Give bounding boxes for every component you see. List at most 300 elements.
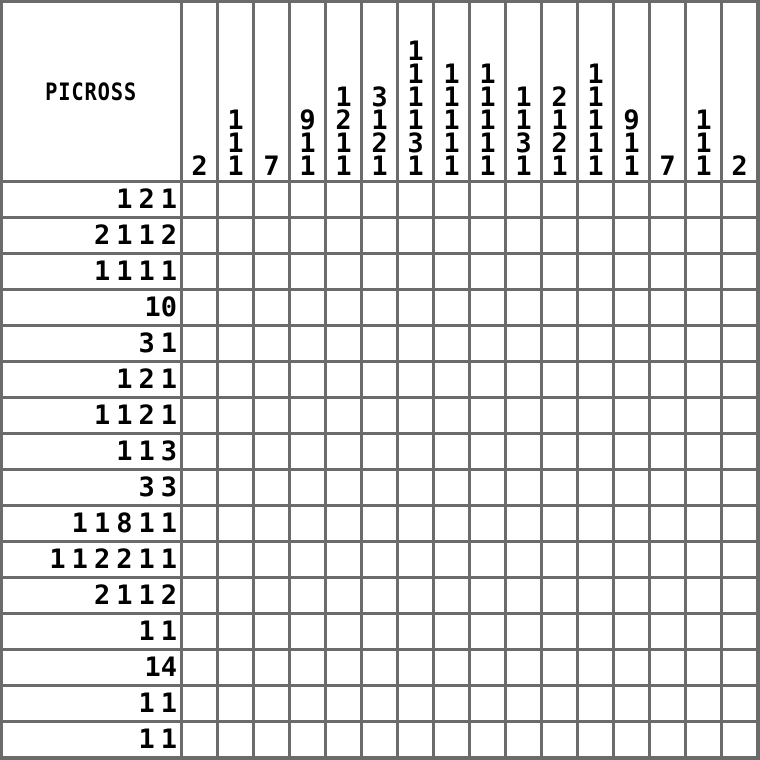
grid-cell[interactable] <box>507 327 540 360</box>
grid-cell[interactable] <box>183 255 216 288</box>
grid-cell[interactable] <box>435 435 468 468</box>
grid-cell[interactable] <box>471 615 504 648</box>
column-clue-number: 1 <box>407 36 424 67</box>
grid-cell[interactable] <box>651 471 684 504</box>
grid-cell[interactable] <box>219 579 252 612</box>
grid-cell[interactable] <box>327 291 360 324</box>
grid-cell[interactable] <box>579 435 612 468</box>
grid-cell[interactable] <box>435 723 468 756</box>
grid-cell[interactable] <box>651 687 684 720</box>
grid-cell[interactable] <box>363 327 396 360</box>
row-clue-number: 2 <box>93 580 111 611</box>
grid-cell[interactable] <box>723 255 756 288</box>
grid-cell[interactable] <box>615 399 648 432</box>
row-clue-number: 1 <box>93 400 111 431</box>
column-clue-number: 1 <box>227 105 244 136</box>
grid-cell[interactable] <box>219 651 252 684</box>
grid-cell[interactable] <box>687 651 720 684</box>
grid-cell[interactable] <box>579 219 612 252</box>
grid-cell[interactable] <box>363 723 396 756</box>
grid-cell[interactable] <box>219 543 252 576</box>
grid-cell[interactable] <box>255 255 288 288</box>
grid-cell[interactable] <box>543 651 576 684</box>
grid-cell[interactable] <box>687 327 720 360</box>
grid-cell[interactable] <box>543 579 576 612</box>
grid-cell[interactable] <box>687 723 720 756</box>
grid-cell[interactable] <box>183 579 216 612</box>
grid-cell[interactable] <box>579 651 612 684</box>
grid-cell[interactable] <box>435 219 468 252</box>
grid-cell[interactable] <box>687 183 720 216</box>
grid-cell[interactable] <box>687 399 720 432</box>
grid-cell[interactable] <box>291 183 324 216</box>
grid-cell[interactable] <box>255 723 288 756</box>
grid-cell[interactable] <box>435 399 468 432</box>
grid-cell[interactable] <box>471 219 504 252</box>
grid-cell[interactable] <box>363 615 396 648</box>
grid-cell[interactable] <box>687 687 720 720</box>
grid-cell[interactable] <box>255 219 288 252</box>
grid-cell[interactable] <box>363 363 396 396</box>
grid-cell[interactable] <box>543 507 576 540</box>
grid-cell[interactable] <box>543 615 576 648</box>
grid-cell[interactable] <box>507 471 540 504</box>
grid-cell[interactable] <box>579 471 612 504</box>
column-clue-15 <box>687 3 720 180</box>
grid-cell[interactable] <box>687 363 720 396</box>
grid-cell[interactable] <box>615 687 648 720</box>
grid-cell[interactable] <box>507 183 540 216</box>
grid-cell[interactable] <box>327 435 360 468</box>
grid-cell[interactable] <box>507 615 540 648</box>
grid-cell[interactable] <box>219 255 252 288</box>
grid-cell[interactable] <box>543 183 576 216</box>
grid-cell[interactable] <box>255 579 288 612</box>
row-clue-3 <box>3 255 180 288</box>
grid-cell[interactable] <box>363 435 396 468</box>
grid-cell[interactable] <box>579 183 612 216</box>
grid-cell[interactable] <box>327 579 360 612</box>
grid-cell[interactable] <box>615 471 648 504</box>
grid-cell[interactable] <box>651 435 684 468</box>
grid-cell[interactable] <box>435 579 468 612</box>
grid-cell[interactable] <box>327 255 360 288</box>
grid-cell[interactable] <box>471 327 504 360</box>
grid-cell[interactable] <box>399 291 432 324</box>
grid-cell[interactable] <box>651 543 684 576</box>
grid-cell[interactable] <box>687 543 720 576</box>
grid-cell[interactable] <box>615 579 648 612</box>
grid-cell[interactable] <box>723 471 756 504</box>
grid-cell[interactable] <box>687 615 720 648</box>
grid-cell[interactable] <box>507 579 540 612</box>
grid-cell[interactable] <box>327 471 360 504</box>
row-clue-number: 1 <box>138 544 155 575</box>
grid-cell[interactable] <box>651 651 684 684</box>
grid-cell[interactable] <box>543 543 576 576</box>
grid-cell[interactable] <box>255 399 288 432</box>
grid-cell[interactable] <box>219 687 252 720</box>
grid-cell[interactable] <box>579 723 612 756</box>
grid-cell[interactable] <box>291 435 324 468</box>
column-clue-number: 3 <box>515 128 532 159</box>
grid-cell[interactable] <box>615 255 648 288</box>
grid-cell[interactable] <box>579 399 612 432</box>
row-clue-number: 1 <box>116 400 133 431</box>
grid-cell[interactable] <box>399 723 432 756</box>
grid-cell[interactable] <box>435 687 468 720</box>
grid-cell[interactable] <box>723 615 756 648</box>
grid-cell[interactable] <box>399 687 432 720</box>
grid-cell[interactable] <box>723 219 756 252</box>
grid-cell[interactable] <box>219 291 252 324</box>
grid-cell[interactable] <box>291 543 324 576</box>
grid-cell[interactable] <box>255 435 288 468</box>
column-clue-number: 7 <box>263 151 280 182</box>
grid-cell[interactable] <box>327 723 360 756</box>
row-clue-number: 1 <box>138 724 155 755</box>
column-clue-number: 3 <box>407 128 424 159</box>
grid-cell[interactable] <box>507 651 540 684</box>
grid-cell[interactable] <box>363 651 396 684</box>
grid-cell[interactable] <box>183 471 216 504</box>
grid-cell[interactable] <box>399 507 432 540</box>
grid-cell[interactable] <box>579 363 612 396</box>
grid-cell[interactable] <box>363 291 396 324</box>
grid-cell[interactable] <box>651 723 684 756</box>
grid-cell[interactable] <box>543 363 576 396</box>
grid-cell[interactable] <box>723 183 756 216</box>
grid-cell[interactable] <box>435 291 468 324</box>
grid-cell[interactable] <box>399 435 432 468</box>
grid-cell[interactable] <box>435 327 468 360</box>
grid-cell[interactable] <box>615 615 648 648</box>
grid-cell[interactable] <box>507 507 540 540</box>
column-clue-number: 1 <box>407 151 424 182</box>
grid-cell[interactable] <box>363 507 396 540</box>
grid-cell[interactable] <box>219 219 252 252</box>
grid-cell[interactable] <box>471 543 504 576</box>
grid-cell[interactable] <box>507 255 540 288</box>
grid-cell[interactable] <box>183 723 216 756</box>
grid-cell[interactable] <box>687 507 720 540</box>
grid-cell[interactable] <box>435 471 468 504</box>
grid-cell[interactable] <box>219 327 252 360</box>
grid-cell[interactable] <box>291 327 324 360</box>
grid-cell[interactable] <box>687 219 720 252</box>
column-clue-number: 1 <box>443 105 460 136</box>
grid-cell[interactable] <box>687 471 720 504</box>
grid-cell[interactable] <box>363 687 396 720</box>
row-clue-number: 2 <box>160 580 177 611</box>
grid-cell[interactable] <box>399 327 432 360</box>
grid-cell[interactable] <box>543 255 576 288</box>
grid-cell[interactable] <box>183 687 216 720</box>
column-clue-8 <box>435 3 468 180</box>
grid-cell[interactable] <box>579 291 612 324</box>
grid-cell[interactable] <box>723 687 756 720</box>
grid-cell[interactable] <box>183 363 216 396</box>
grid-cell[interactable] <box>471 723 504 756</box>
grid-cell[interactable] <box>723 579 756 612</box>
grid-cell[interactable] <box>327 363 360 396</box>
grid-cell[interactable] <box>219 723 252 756</box>
grid-cell[interactable] <box>471 651 504 684</box>
grid-cell[interactable] <box>723 291 756 324</box>
grid-cell[interactable] <box>723 507 756 540</box>
column-clue-number: 1 <box>623 151 640 182</box>
grid-cell[interactable] <box>183 615 216 648</box>
grid-cell[interactable] <box>183 219 216 252</box>
column-clue-number: 1 <box>299 128 316 159</box>
grid-cell[interactable] <box>183 435 216 468</box>
grid-cell[interactable] <box>579 615 612 648</box>
grid-cell[interactable] <box>399 651 432 684</box>
column-clue-1 <box>183 3 216 180</box>
grid-cell[interactable] <box>651 507 684 540</box>
row-clue-7 <box>3 399 180 432</box>
grid-cell[interactable] <box>651 399 684 432</box>
grid-cell[interactable] <box>327 543 360 576</box>
grid-cell[interactable] <box>219 363 252 396</box>
row-clue-number: 3 <box>138 472 155 503</box>
grid-cell[interactable] <box>507 219 540 252</box>
grid-cell[interactable] <box>579 579 612 612</box>
grid-cell[interactable] <box>543 327 576 360</box>
row-clue-16 <box>3 723 180 756</box>
grid-cell[interactable] <box>651 183 684 216</box>
grid-cell[interactable] <box>183 291 216 324</box>
grid-cell[interactable] <box>435 507 468 540</box>
grid-cell[interactable] <box>543 291 576 324</box>
grid-cell[interactable] <box>471 435 504 468</box>
grid-cell[interactable] <box>399 543 432 576</box>
grid-cell[interactable] <box>255 615 288 648</box>
grid-cell[interactable] <box>651 615 684 648</box>
column-clue-number: 1 <box>443 59 460 90</box>
grid-cell[interactable] <box>291 579 324 612</box>
grid-cell[interactable] <box>615 327 648 360</box>
grid-cell[interactable] <box>255 183 288 216</box>
grid-cell[interactable] <box>615 507 648 540</box>
grid-cell[interactable] <box>687 579 720 612</box>
grid-cell[interactable] <box>291 723 324 756</box>
grid-cell[interactable] <box>291 615 324 648</box>
grid-cell[interactable] <box>255 363 288 396</box>
grid-cell[interactable] <box>471 183 504 216</box>
grid-cell[interactable] <box>471 507 504 540</box>
row-clue-number: 2 <box>116 544 133 575</box>
grid-cell[interactable] <box>543 723 576 756</box>
grid-cell[interactable] <box>687 291 720 324</box>
grid-cell[interactable] <box>399 615 432 648</box>
grid-cell[interactable] <box>363 471 396 504</box>
grid-cell[interactable] <box>435 363 468 396</box>
row-clue-number: 1 <box>160 364 177 395</box>
grid-cell[interactable] <box>255 687 288 720</box>
grid-cell[interactable] <box>471 399 504 432</box>
grid-cell[interactable] <box>291 651 324 684</box>
grid-cell[interactable] <box>471 471 504 504</box>
column-clue-number: 1 <box>479 151 496 182</box>
grid-cell[interactable] <box>399 255 432 288</box>
grid-cell[interactable] <box>255 471 288 504</box>
grid-cell[interactable] <box>543 399 576 432</box>
column-clue-10 <box>507 3 540 180</box>
grid-cell[interactable] <box>651 255 684 288</box>
grid-cell[interactable] <box>579 255 612 288</box>
grid-cell[interactable] <box>291 219 324 252</box>
grid-cell[interactable] <box>183 183 216 216</box>
grid-cell[interactable] <box>399 363 432 396</box>
grid-cell[interactable] <box>327 507 360 540</box>
column-clue-number: 1 <box>551 105 568 136</box>
row-clue-10 <box>3 507 180 540</box>
grid-cell[interactable] <box>579 687 612 720</box>
grid-cell[interactable] <box>219 507 252 540</box>
grid-cell[interactable] <box>471 255 504 288</box>
grid-cell[interactable] <box>723 327 756 360</box>
grid-cell[interactable] <box>687 255 720 288</box>
grid-cell[interactable] <box>183 399 216 432</box>
grid-cell[interactable] <box>183 327 216 360</box>
grid-cell[interactable] <box>723 399 756 432</box>
grid-cell[interactable] <box>507 363 540 396</box>
grid-cell[interactable] <box>291 255 324 288</box>
row-clue-number: 14 <box>144 652 177 683</box>
row-clue-number: 1 <box>116 580 133 611</box>
grid-cell[interactable] <box>507 291 540 324</box>
column-clue-number: 1 <box>479 82 496 113</box>
column-clue-9 <box>471 3 504 180</box>
grid-cell[interactable] <box>399 399 432 432</box>
grid-cell[interactable] <box>219 435 252 468</box>
row-clue-number: 1 <box>138 508 155 539</box>
grid-cell[interactable] <box>255 651 288 684</box>
grid-cell[interactable] <box>507 543 540 576</box>
grid-cell[interactable] <box>291 507 324 540</box>
grid-cell[interactable] <box>183 651 216 684</box>
grid-cell[interactable] <box>615 363 648 396</box>
grid-cell[interactable] <box>327 183 360 216</box>
grid-cell[interactable] <box>471 363 504 396</box>
grid-cell[interactable] <box>471 579 504 612</box>
grid-cell[interactable] <box>471 687 504 720</box>
grid-cell[interactable] <box>615 543 648 576</box>
grid-cell[interactable] <box>255 507 288 540</box>
grid-cell[interactable] <box>435 615 468 648</box>
column-clue-number: 1 <box>407 105 424 136</box>
grid-cell[interactable] <box>219 399 252 432</box>
grid-cell[interactable] <box>615 651 648 684</box>
grid-cell[interactable] <box>291 399 324 432</box>
grid-cell[interactable] <box>291 687 324 720</box>
grid-cell[interactable] <box>651 327 684 360</box>
grid-cell[interactable] <box>615 435 648 468</box>
grid-cell[interactable] <box>327 687 360 720</box>
grid-cell[interactable] <box>435 651 468 684</box>
grid-cell[interactable] <box>219 615 252 648</box>
grid-cell[interactable] <box>435 183 468 216</box>
row-clue-14 <box>3 651 180 684</box>
grid-cell[interactable] <box>435 255 468 288</box>
column-clue-number: 1 <box>335 151 352 182</box>
grid-cell[interactable] <box>399 219 432 252</box>
grid-cell[interactable] <box>615 219 648 252</box>
grid-cell[interactable] <box>543 471 576 504</box>
grid-cell[interactable] <box>507 723 540 756</box>
grid-cell[interactable] <box>723 651 756 684</box>
grid-cell[interactable] <box>615 291 648 324</box>
grid-cell[interactable] <box>363 579 396 612</box>
grid-cell[interactable] <box>543 435 576 468</box>
grid-cell[interactable] <box>219 471 252 504</box>
grid-cell[interactable] <box>651 579 684 612</box>
grid-cell[interactable] <box>651 291 684 324</box>
grid-cell[interactable] <box>327 615 360 648</box>
grid-cell[interactable] <box>183 507 216 540</box>
row-clue-number: 2 <box>138 184 155 215</box>
grid-cell[interactable] <box>399 471 432 504</box>
grid-cell[interactable] <box>291 291 324 324</box>
grid-cell[interactable] <box>363 219 396 252</box>
row-clue-number: 1 <box>116 364 133 395</box>
grid-cell[interactable] <box>507 687 540 720</box>
grid-cell[interactable] <box>543 687 576 720</box>
grid-cell[interactable] <box>219 183 252 216</box>
grid-cell[interactable] <box>651 219 684 252</box>
grid-cell[interactable] <box>723 723 756 756</box>
grid-cell[interactable] <box>327 399 360 432</box>
grid-cell[interactable] <box>615 723 648 756</box>
grid-cell[interactable] <box>291 363 324 396</box>
grid-cell[interactable] <box>507 399 540 432</box>
grid-cell[interactable] <box>399 183 432 216</box>
grid-cell[interactable] <box>327 651 360 684</box>
grid-cell[interactable] <box>363 399 396 432</box>
grid-cell[interactable] <box>327 219 360 252</box>
grid-cell[interactable] <box>579 327 612 360</box>
row-clue-number: 2 <box>160 220 177 251</box>
grid-cell[interactable] <box>615 183 648 216</box>
grid-cell[interactable] <box>363 183 396 216</box>
grid-cell[interactable] <box>255 543 288 576</box>
grid-cell[interactable] <box>723 435 756 468</box>
grid-cell[interactable] <box>291 471 324 504</box>
grid-cell[interactable] <box>723 363 756 396</box>
grid-cell[interactable] <box>183 543 216 576</box>
grid-cell[interactable] <box>255 291 288 324</box>
column-clue-number: 1 <box>587 151 604 182</box>
grid-cell[interactable] <box>327 327 360 360</box>
grid-cell[interactable] <box>723 543 756 576</box>
grid-cell[interactable] <box>363 543 396 576</box>
grid-cell[interactable] <box>255 327 288 360</box>
grid-cell[interactable] <box>363 255 396 288</box>
grid-cell[interactable] <box>579 543 612 576</box>
grid-cell[interactable] <box>651 363 684 396</box>
grid-cell[interactable] <box>471 291 504 324</box>
grid-cell[interactable] <box>399 579 432 612</box>
grid-cell[interactable] <box>579 507 612 540</box>
grid-cell[interactable] <box>687 435 720 468</box>
column-clue-13 <box>615 3 648 180</box>
grid-cell[interactable] <box>543 219 576 252</box>
grid-cell[interactable] <box>507 435 540 468</box>
title-panel <box>3 3 180 180</box>
grid-cell[interactable] <box>435 543 468 576</box>
column-clue-number: 1 <box>695 151 712 182</box>
